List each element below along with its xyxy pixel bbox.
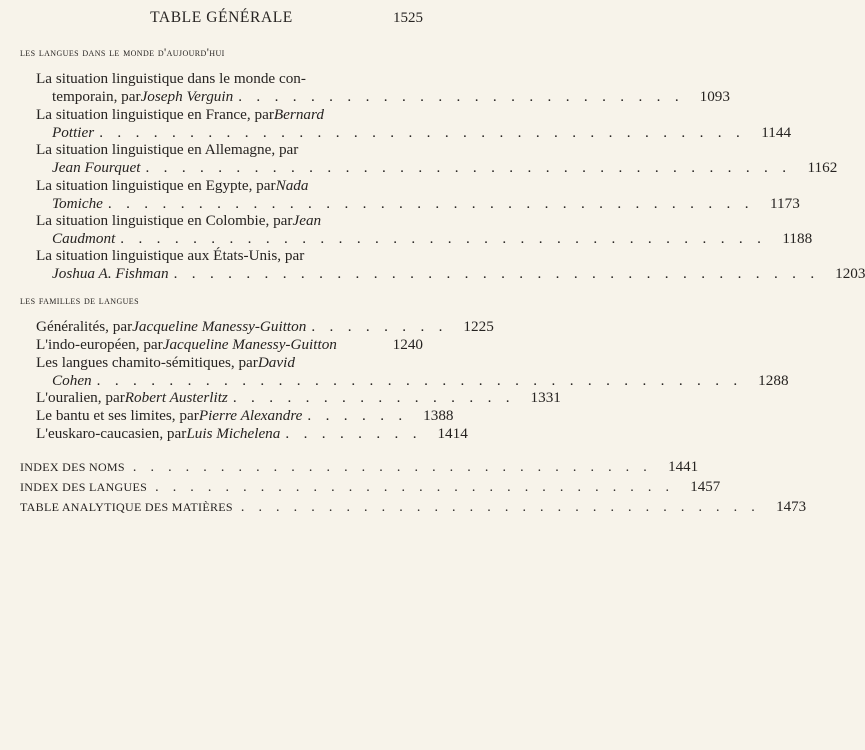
index-entry-langues[interactable] <box>20 479 721 496</box>
index-label: TABLE ANALYTIQUE DES MATIÈRES <box>20 500 233 514</box>
running-header <box>20 9 423 29</box>
dot-leader: . . . . . . . . . . . . . . . . . . . . . . . . . . . . . . . . . . . . <box>99 124 746 141</box>
dot-leader: . . . . . . . . . . . . . . . . . . . . . . . . . . . . . . <box>240 500 761 515</box>
entry-author: Jean Fourquet <box>52 159 141 176</box>
index-entry-noms[interactable] <box>20 459 699 476</box>
entry-text: Généralités, par <box>36 318 133 335</box>
entry-author: David <box>257 354 295 371</box>
entry-author: Nada <box>275 177 309 194</box>
entry-text: temporain, par <box>52 88 141 105</box>
entry-page: 1225 <box>463 318 494 335</box>
toc-entry[interactable] <box>36 212 813 248</box>
entry-author: Pottier <box>52 124 95 141</box>
entry-author: Jean <box>292 212 322 229</box>
index-entry-table-analytique[interactable] <box>20 499 807 516</box>
dot-leader: . . . . . . . . . . . . . . . . . . . . . . . . . <box>238 88 684 105</box>
dot-leader: . . . . . . . . <box>285 425 422 442</box>
entry-text: Les langues chamito-sémitiques, par <box>36 354 258 371</box>
index-page: 1441 <box>668 459 699 475</box>
entry-text: La situation linguistique en France, par <box>36 106 274 123</box>
entry-text: La situation linguistique en Egypte, par <box>36 177 276 194</box>
entry-author: Joshua A. Fishman <box>52 265 169 282</box>
toc-entry[interactable] <box>36 141 838 177</box>
dot-leader: . . . . . . . . . . . . . . . . . . . . . . . . . . . . . . . . . . . . <box>96 372 743 389</box>
toc-entry[interactable] <box>36 247 865 283</box>
toc-entry[interactable] <box>36 354 789 390</box>
entry-author: Luis Michelena <box>186 425 281 442</box>
entry-author: Pierre Alexandre <box>198 407 303 424</box>
toc-entry[interactable] <box>36 336 423 354</box>
dot-leader: . . . . . . <box>307 407 408 424</box>
entry-page: 1414 <box>437 425 468 442</box>
toc-entry[interactable] <box>36 389 561 407</box>
dot-leader: . . . . . . . . . . . . . . . . . . . . . . . . . . . . . . . . . . . . <box>120 230 767 247</box>
entry-text: La situation linguistique dans le monde con- <box>36 70 306 87</box>
dot-leader: . . . . . . . . <box>311 318 448 335</box>
dot-leader: . . . . . . . . . . . . . . . . . . . . . . . . . . . . . . . . . . . . <box>173 265 820 282</box>
entry-text: Le bantu et ses limites, par <box>36 407 199 424</box>
toc-entry[interactable] <box>36 318 494 336</box>
entry-page: 1288 <box>758 372 789 389</box>
toc-entry[interactable] <box>36 70 730 106</box>
entry-text: L'ouralien, par <box>36 389 125 406</box>
page-number: 1525 <box>393 10 423 26</box>
entry-author: Caudmont <box>52 230 116 247</box>
dot-leader: . . . . . . . . . . . . . . . . . . . . . . . . . . . . . . . . . . . . <box>107 195 754 212</box>
dot-leader: . . . . . . . . . . . . . . . . . . . . . . . . . . . . . . . . . . . . <box>145 159 792 176</box>
entry-page: 1240 <box>392 336 423 353</box>
entry-page: 1188 <box>782 230 813 247</box>
entry-page: 1093 <box>699 88 730 105</box>
section-title-langues-monde: les langues dans le monde d'aujourd'hui <box>20 45 225 59</box>
entry-text: L'indo-européen, par <box>36 336 163 353</box>
entry-author: Joseph Verguin <box>140 88 234 105</box>
dot-leader: . . . . . . . . . . . . . . . . . . . . . . . . . . . . . . <box>132 460 653 475</box>
entry-author: Jacqueline Manessy-Guitton <box>132 318 307 335</box>
entry-page: 1388 <box>423 407 454 424</box>
entry-page: 1162 <box>807 159 838 176</box>
index-label: INDEX DES NOMS <box>20 460 125 474</box>
entry-author: Cohen <box>52 372 92 389</box>
entry-text: La situation linguistique aux États-Unis, par <box>36 247 305 264</box>
entry-text: La situation linguistique en Allemagne, par <box>36 141 299 158</box>
entry-author: Jacqueline Manessy-Guitton <box>162 336 337 353</box>
index-page: 1473 <box>776 499 807 515</box>
entry-page: 1203 <box>835 265 865 282</box>
toc-entry[interactable] <box>36 177 800 213</box>
index-page: 1457 <box>690 479 721 495</box>
toc-entry[interactable] <box>36 407 454 425</box>
entry-page: 1173 <box>770 195 800 212</box>
entry-page: 1331 <box>530 389 561 406</box>
entry-text: L'euskaro-caucasien, par <box>36 425 187 442</box>
entry-page: 1144 <box>761 124 792 141</box>
entry-text: La situation linguistique en Colombie, par <box>36 212 293 229</box>
running-title: TABLE GÉNÉRALE <box>150 9 293 26</box>
toc-entry[interactable] <box>36 106 792 142</box>
dot-leader: . . . . . . . . . . . . . . . . <box>232 389 515 406</box>
entry-author: Tomiche <box>52 195 103 212</box>
index-label: INDEX DES LANGUES <box>20 480 148 494</box>
entry-author: Robert Austerlitz <box>124 389 228 406</box>
entry-author: Bernard <box>273 106 324 123</box>
section-title-familles: les familles de langues <box>20 293 139 307</box>
toc-entry[interactable] <box>36 425 468 443</box>
dot-leader: . . . . . . . . . . . . . . . . . . . . . . . . . . . . . . <box>155 480 675 495</box>
